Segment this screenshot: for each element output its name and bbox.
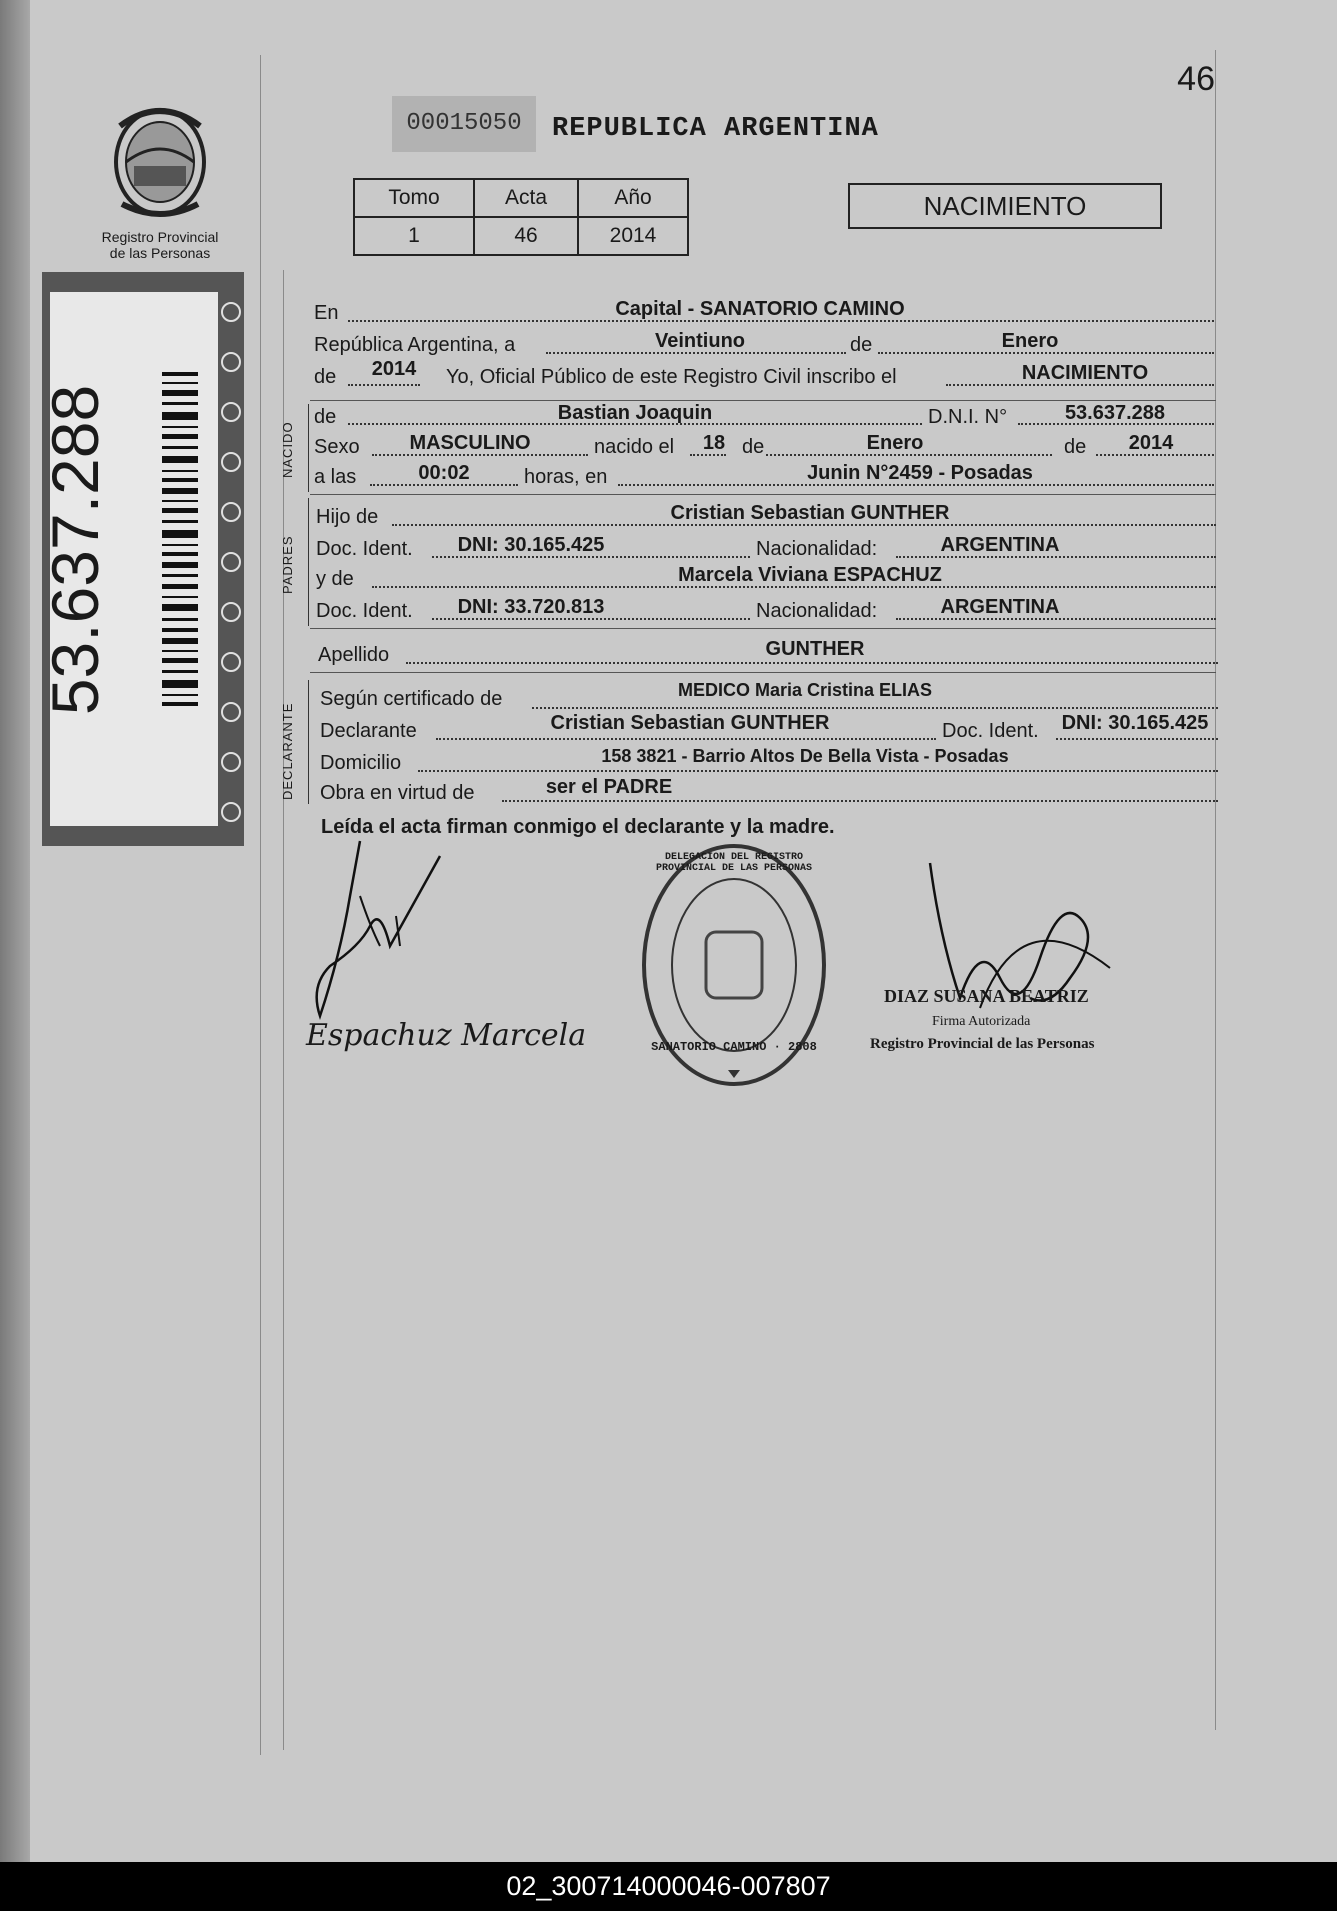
header-acta: Acta (474, 179, 578, 217)
label-sexo: Sexo (314, 436, 360, 458)
value-certificado: MEDICO Maria Cristina ELIAS (677, 680, 933, 700)
official-name: DIAZ SUSANA BEATRIZ (884, 986, 1089, 1006)
section-nacido: NACIDO (280, 421, 295, 478)
value-mes-nac: Enero (866, 432, 924, 454)
value-dia-nac: 18 (702, 432, 726, 454)
left-margin-line (260, 55, 261, 1755)
label-doc-ident-declarante: Doc. Ident. (942, 720, 1039, 742)
label-declarante: Declarante (320, 720, 417, 742)
label-republica: República Argentina, a (314, 334, 516, 356)
page-edge (0, 0, 30, 1862)
value-mes-inscripcion: Enero (1001, 330, 1059, 352)
value-dia-inscripcion: Veintiuno (655, 330, 745, 352)
barcode-number: 53.637.288 (38, 384, 112, 716)
label-de-mes: de (850, 334, 873, 356)
provincia-misiones-seal-icon (100, 96, 220, 224)
value-padre-doc: DNI: 30.165.425 (457, 534, 605, 556)
label-de-nombre: de (314, 406, 337, 428)
value-madre: Marcela Viviana ESPACHUZ (678, 564, 942, 586)
label-en: En (314, 302, 339, 324)
closing-statement: Leída el acta firman conmigo el declarante y la madre. (321, 816, 835, 838)
label-dni: D.N.I. N° (928, 406, 1008, 428)
label-a-las: a las (314, 466, 357, 488)
page-number: 46 (1177, 60, 1215, 98)
value-sexo: MASCULINO (409, 432, 531, 454)
separator-2 (310, 494, 1216, 495)
label-oficial: Yo, Oficial Público de este Registro Civil inscribo el (446, 366, 897, 388)
value-tomo: 1 (354, 217, 474, 255)
label-domicilio: Domicilio (320, 752, 402, 774)
official-role: Firma Autorizada (932, 1014, 1031, 1029)
value-anio: 2014 (578, 217, 688, 255)
signature-officer (300, 836, 450, 1026)
header-anio: Año (578, 179, 688, 217)
value-lugar-nac: Junin N°2459 - Posadas (807, 462, 1033, 484)
signature-mother: Espachuz Marcela (306, 1018, 587, 1053)
value-padre: Cristian Sebastian GUNTHER (670, 502, 950, 524)
footer-id: 02_300714000046-007807 (0, 1862, 1337, 1911)
value-padre-nac: ARGENTINA (940, 534, 1060, 556)
label-apellido: Apellido (318, 644, 390, 666)
act-type-box: NACIMIENTO (848, 183, 1162, 229)
value-tipo: NACIMIENTO (1021, 362, 1149, 384)
value-acta: 46 (474, 217, 578, 255)
label-hijo-de: Hijo de (316, 506, 379, 528)
label-nacido-el: nacido el (594, 436, 675, 458)
label-de-mes-nac: de (742, 436, 765, 458)
value-lugar: Capital - SANATORIO CAMINO (615, 298, 905, 320)
value-declarante-doc: DNI: 30.165.425 (1061, 712, 1209, 734)
value-hora: 00:02 (418, 462, 470, 484)
value-madre-nac: ARGENTINA (940, 596, 1060, 618)
separator-3 (310, 628, 1216, 629)
label-segun: Según certificado de (320, 688, 503, 710)
value-anio-nac: 2014 (1128, 432, 1174, 454)
register-name-line2: de las Personas (109, 245, 211, 261)
tomo-acta-table (353, 178, 689, 256)
inner-margin-line (283, 270, 284, 1750)
value-declarante: Cristian Sebastian GUNTHER (550, 712, 830, 734)
section-padres: PADRES (280, 535, 295, 594)
label-obra: Obra en virtud de (320, 782, 475, 804)
value-domicilio: 158 3821 - Barrio Altos De Bella Vista - Posadas (601, 746, 1009, 766)
register-name (80, 229, 240, 261)
separator-1 (310, 400, 1216, 401)
value-obra: ser el PADRE (545, 776, 673, 798)
section-declarante: DECLARANTE (280, 702, 295, 800)
label-de-anio: de (314, 366, 337, 388)
label-de-anio-nac: de (1064, 436, 1087, 458)
value-nombre: Bastian Joaquin (557, 402, 713, 424)
country-title: REPUBLICA ARGENTINA (552, 114, 879, 144)
label-nacionalidad-madre: Nacionalidad: (756, 600, 878, 622)
label-nacionalidad-padre: Nacionalidad: (756, 538, 878, 560)
label-horas-en: horas, en (524, 466, 608, 488)
label-y-de: y de (316, 568, 354, 590)
stamp-text-bottom: SANATORIO CAMINO · 2808 (651, 1040, 817, 1054)
header-tomo: Tomo (354, 179, 474, 217)
value-apellido: GUNTHER (765, 638, 865, 660)
value-madre-doc: DNI: 33.720.813 (457, 596, 605, 618)
register-name-line1: Registro Provincial (101, 229, 219, 245)
right-margin-line (1215, 50, 1216, 1730)
stamp-text-top: DELEGACION DEL REGISTRO PROVINCIAL DE LAS PERSONAS (655, 852, 813, 874)
value-anio-inscripcion: 2014 (371, 358, 417, 380)
value-dni: 53.637.288 (1064, 402, 1166, 424)
serial-number: 00015050 (392, 96, 536, 152)
label-doc-ident-padre: Doc. Ident. (316, 538, 413, 560)
official-org: Registro Provincial de las Personas (870, 1036, 1095, 1052)
label-doc-ident-madre: Doc. Ident. (316, 600, 413, 622)
separator-4 (310, 672, 1216, 673)
